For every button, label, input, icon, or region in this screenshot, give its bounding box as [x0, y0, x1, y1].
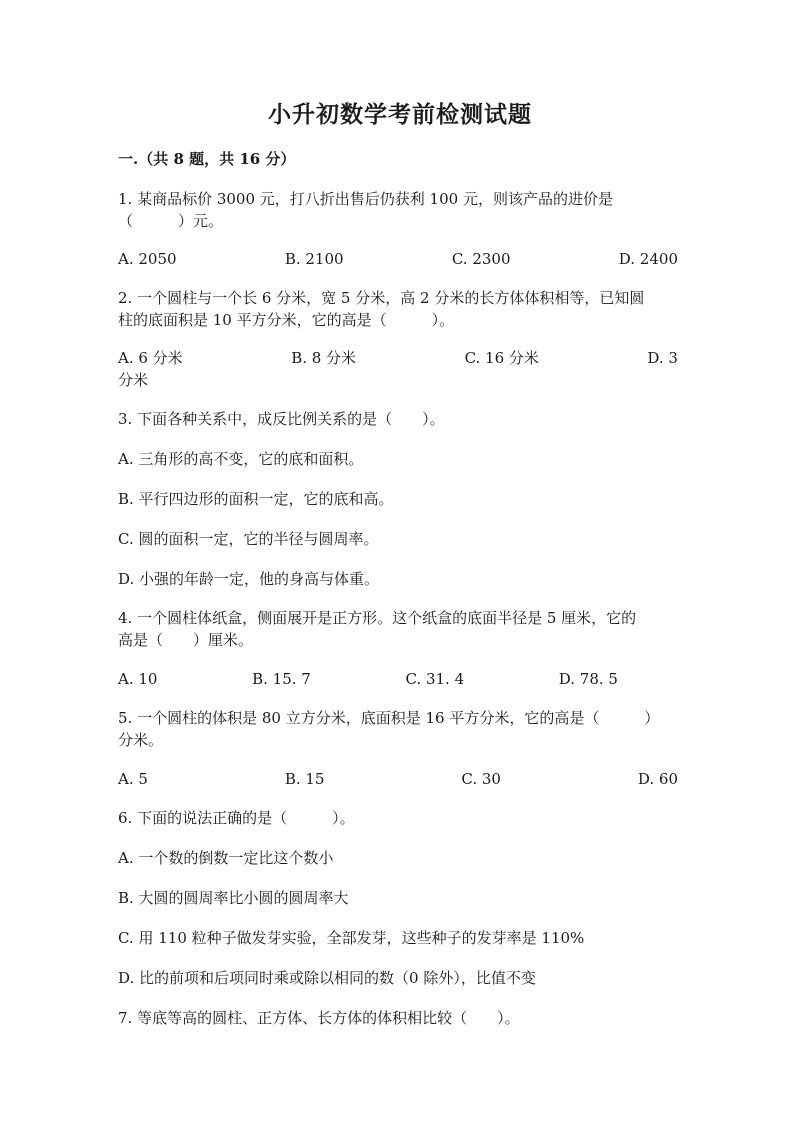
option-d: D. 60	[637, 770, 678, 788]
option-d: D. 比的前项和后项同时乘或除以相同的数（0 除外），比值不变	[118, 969, 536, 987]
question-2-line-1: 2. 一个圆柱与一个长 6 分米，宽 5 分米，高 2 分米的长方体体积相等，已知圆	[118, 289, 645, 307]
option-d: D. 3	[647, 349, 678, 367]
question-2-line-2: 柱的底面积是 10 平方分米，它的高是（ ）。	[118, 311, 455, 329]
question-7-line-1: 7. 等底等高的圆柱、正方体、长方体的体积相比较（ ）。	[118, 1009, 520, 1027]
question-3-line-1: 3. 下面各种关系中，成反比例关系的是（ ）。	[118, 410, 445, 428]
question-1-line-1: 1. 某商品标价 3000 元，打八折出售后仍获利 100 元，则该产品的进价是	[118, 190, 613, 208]
question-1-options	[118, 248, 678, 270]
question-1-line-2: （ ）元。	[118, 212, 224, 230]
option-c: C. 31. 4	[405, 670, 465, 688]
option-b: B. 15. 7	[252, 670, 311, 688]
question-2-options	[118, 347, 678, 369]
option-a: A. 6 分米	[118, 349, 183, 367]
option-c: C. 30	[461, 770, 501, 788]
question-5-line-2: 分米。	[118, 731, 164, 749]
question-5-line-1: 5. 一个圆柱的体积是 80 立方分米，底面积是 16 平方分米，它的高是（ ）	[118, 709, 660, 727]
question-4-line-2: 高是（ ）厘米。	[118, 631, 254, 649]
section-heading: 一.（共 8 题，共 16 分）	[118, 150, 296, 168]
option-b: B. 8 分米	[291, 349, 357, 367]
question-5-options	[118, 768, 678, 790]
page-title: 小升初数学考前检测试题	[268, 101, 532, 128]
option-b: B. 15	[284, 770, 325, 788]
option-c: C. 圆的面积一定，它的半径与圆周率。	[118, 530, 379, 548]
question-2-option-wrap: 分米	[118, 371, 149, 389]
option-d: D. 2400	[618, 250, 678, 268]
option-a: A. 三角形的高不变，它的底和面积。	[118, 450, 364, 468]
option-b: B. 2100	[284, 250, 344, 268]
question-4-line-1: 4. 一个圆柱体纸盒，侧面展开是正方形。这个纸盒的底面半径是 5 厘米，它的	[118, 609, 637, 627]
option-a: A. 2050	[118, 250, 177, 268]
option-c: C. 用 110 粒种子做发芽实验，全部发芽，这些种子的发芽率是 110%	[118, 929, 585, 947]
option-a: A. 10	[118, 670, 158, 688]
option-b: B. 大圆的圆周率比小圆的圆周率大	[118, 889, 349, 907]
option-d: D. 78. 5	[558, 670, 618, 688]
option-a: A. 5	[118, 770, 148, 788]
option-d: D. 小强的年龄一定，他的身高与体重。	[118, 570, 380, 588]
option-c: C. 16 分米	[464, 349, 539, 367]
option-c: C. 2300	[451, 250, 511, 268]
option-a: A. 一个数的倒数一定比这个数小	[118, 849, 334, 867]
question-4-options	[118, 668, 618, 690]
question-6-line-1: 6. 下面的说法正确的是（ ）。	[118, 809, 355, 827]
option-b: B. 平行四边形的面积一定，它的底和高。	[118, 490, 394, 508]
